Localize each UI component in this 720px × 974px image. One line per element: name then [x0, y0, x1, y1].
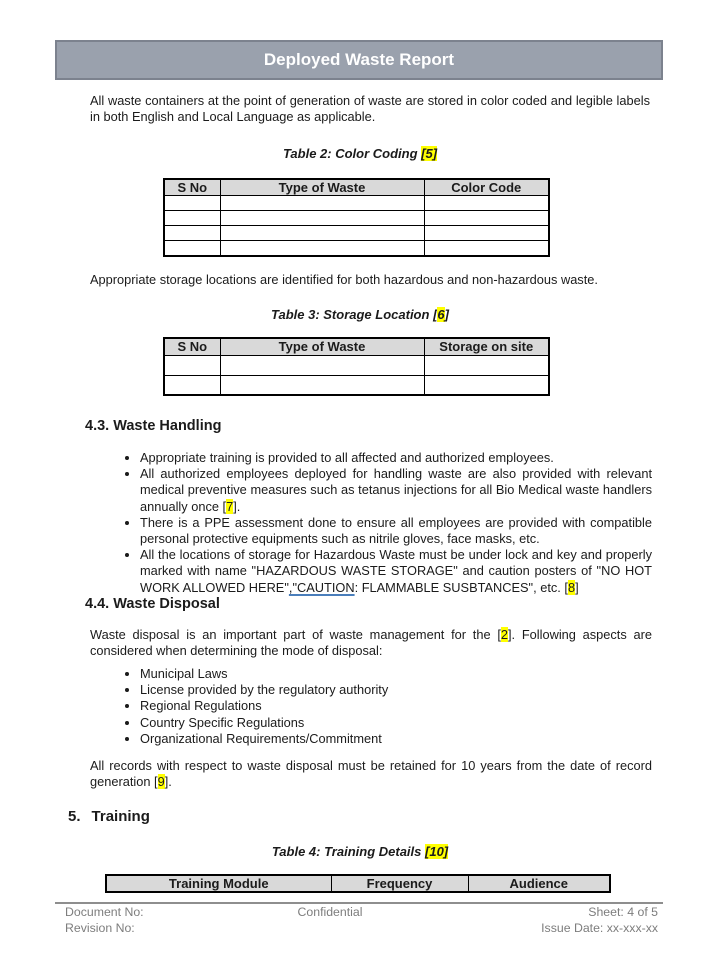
table3-ref-close: ] — [444, 307, 449, 322]
list-item: • Country Specific Regulations — [140, 715, 652, 731]
paragraph-text: ]. Following aspects are considered when determining the mode of disposal: — [90, 627, 652, 659]
bullet-text: ] — [575, 579, 579, 595]
empty-cell — [424, 211, 549, 226]
table3-caption-text: Table 3: Storage Location — [271, 307, 430, 322]
bullet-text: There is a PPE assessment done to ensure all employees are provided with compatible personal protective equipments such as nitrile gloves, face masks, etc. — [140, 514, 652, 547]
list-item — [140, 466, 652, 515]
table4-caption — [0, 844, 720, 859]
training-details-table — [105, 874, 611, 893]
empty-cell — [220, 241, 424, 256]
footer-divider — [55, 902, 663, 904]
paragraph-text: ]. — [164, 774, 172, 790]
list-item: • License provided by the regulatory authority — [140, 682, 652, 698]
list-item — [140, 450, 652, 466]
paragraph-text: Waste disposal is an important part of waste management for the [ — [90, 627, 501, 642]
footer-issue-date: Issue Date: xx-xxx-xx — [541, 921, 658, 935]
ref-2: 2 — [500, 627, 508, 642]
empty-cell — [424, 241, 549, 256]
table4-caption-text: Table 4: Training Details — [271, 844, 422, 859]
intro-paragraph: All waste containers at the point of generation of waste are stored in color coded and legible labels in both English and Local Language as applicable. — [90, 93, 650, 125]
empty-cell — [424, 196, 549, 211]
table3-caption-ref: 6 — [437, 307, 445, 322]
ref-8: 8 — [567, 579, 576, 595]
col-header-audience: Audience — [468, 875, 610, 892]
col-header-type-of-waste: Type of Waste — [220, 338, 424, 355]
empty-cell — [220, 226, 424, 241]
ref-9: 9 — [157, 774, 165, 790]
waste-disposal-bullets — [90, 666, 652, 747]
table-row — [164, 211, 549, 226]
empty-cell — [424, 355, 549, 375]
table-row — [164, 196, 549, 211]
table-row — [164, 355, 549, 375]
empty-cell — [164, 375, 220, 395]
bullet-text: All the locations of storage for Hazardous Waste must be under lock and key and properly marked with name "HAZARDOUS WASTE STORAGE" and caution posters of "NO HOT WORK ALLOWED HERE" — [140, 547, 652, 595]
table3-caption-ref-group — [433, 307, 449, 322]
list-item — [140, 547, 652, 596]
paragraph-text: All records with respect to waste disposal must be retained for 10 years from the date of record generation [ — [90, 758, 652, 790]
ref-7: 7 — [226, 498, 234, 514]
bullet-text: Appropriate training is provided to all affected and authorized employees. — [140, 450, 554, 465]
table-header-row — [106, 875, 610, 892]
col-header-training-module: Training Module — [106, 875, 331, 892]
table3-caption — [0, 307, 720, 322]
table4-caption-ref: [10] — [425, 844, 449, 859]
col-header-storage-on-site: Storage on site — [424, 338, 549, 355]
section-4-4-heading: 4.4. Waste Disposal — [85, 596, 220, 612]
table3-ref-open: [ — [433, 307, 438, 322]
storage-location-table — [163, 337, 550, 396]
col-header-color-code: Color Code — [424, 179, 549, 196]
table-header-row — [164, 338, 549, 355]
empty-cell — [424, 375, 549, 395]
bullet-text: ]. — [233, 498, 241, 514]
storage-paragraph: Appropriate storage locations are identified for both hazardous and non-hazardous waste. — [90, 272, 598, 287]
waste-handling-bullets — [90, 450, 652, 596]
section-number: 5. — [68, 808, 81, 825]
empty-cell — [220, 211, 424, 226]
empty-cell — [164, 196, 220, 211]
empty-cell — [220, 196, 424, 211]
col-header-type-of-waste: Type of Waste — [220, 179, 424, 196]
title-bar — [55, 40, 663, 80]
table-row — [164, 375, 549, 395]
section-5-heading — [68, 808, 150, 825]
empty-cell — [164, 226, 220, 241]
table-header-row — [164, 179, 549, 196]
color-coding-table — [163, 178, 550, 257]
table2-caption — [0, 146, 720, 161]
table-row — [164, 226, 549, 241]
empty-cell — [220, 355, 424, 375]
bullet-text: All authorized employees deployed for handling waste are also provided with relevant medical preventive measures such as tetanus injections for all Bio Medical waste handlers annually once [ — [140, 466, 652, 514]
col-header-frequency: Frequency — [331, 875, 468, 892]
list-item: • Organizational Requirements/Commitment — [140, 731, 652, 747]
list-item: • Regional Regulations — [140, 698, 652, 714]
footer-document-no: Document No: — [65, 905, 144, 919]
footer-revision-no: Revision No: — [65, 921, 135, 935]
empty-cell — [424, 226, 549, 241]
table2-caption-text: Table 2: Color Coding — [282, 146, 418, 161]
empty-cell — [164, 241, 220, 256]
list-item — [140, 515, 652, 547]
table-row — [164, 241, 549, 256]
footer-sheet: Sheet: 4 of 5 — [588, 905, 658, 919]
col-header-sno: S No — [164, 179, 220, 196]
footer-confidential: Confidential — [297, 905, 363, 919]
section-4-3-heading: 4.3. Waste Handling — [85, 418, 222, 434]
list-item: • Municipal Laws — [140, 666, 652, 682]
col-header-sno: S No — [164, 338, 220, 355]
page-title: Deployed Waste Report — [263, 50, 455, 69]
caution-underlined-text: ,"CAUTION — [288, 579, 355, 595]
bullet-text: : FLAMMABLE SUSBTANCES", etc. [ — [354, 579, 568, 595]
section-title: Training — [91, 808, 150, 825]
empty-cell — [164, 211, 220, 226]
table2-caption-ref: [5] — [421, 146, 438, 161]
empty-cell — [164, 355, 220, 375]
disposal-paragraph — [90, 627, 652, 659]
records-paragraph — [90, 758, 652, 790]
empty-cell — [220, 375, 424, 395]
